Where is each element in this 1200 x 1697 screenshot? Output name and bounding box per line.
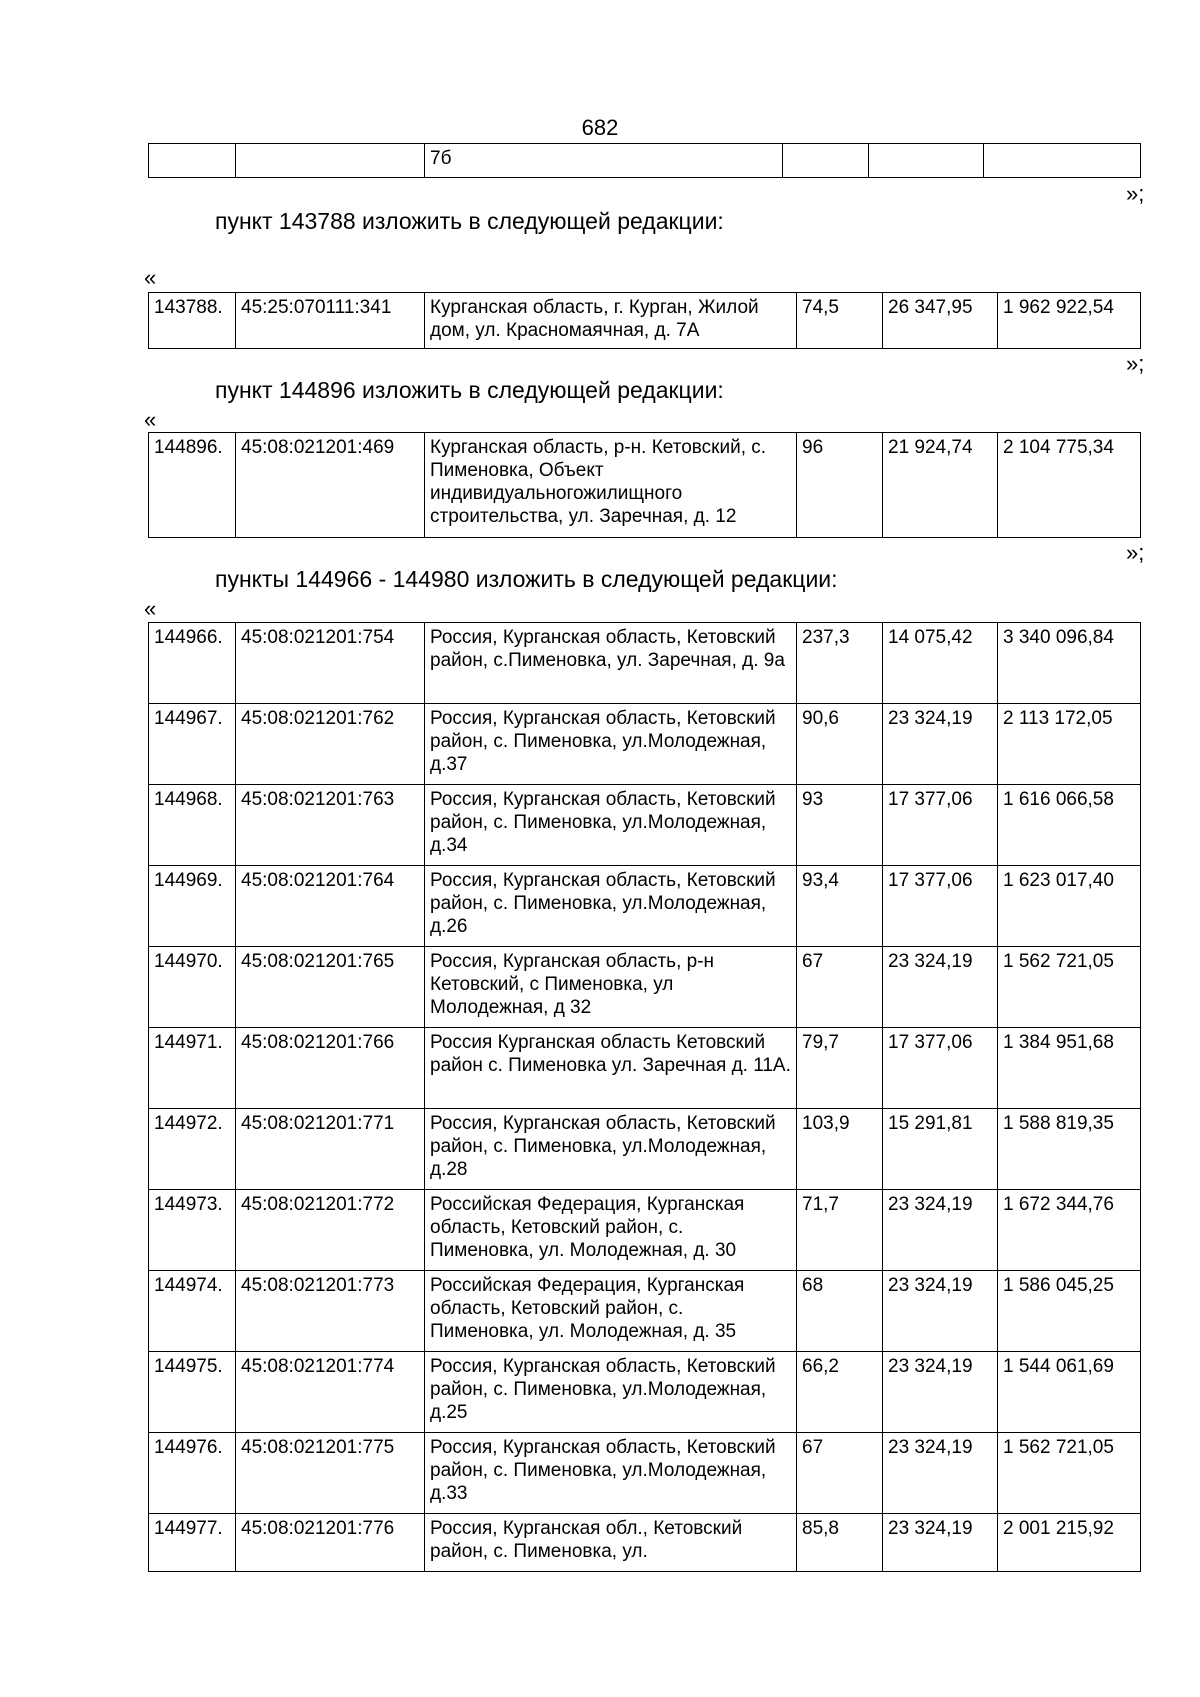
cadastral-number-cell: 45:08:021201:774 [236, 1352, 425, 1433]
table-row [149, 785, 1141, 866]
area-cell: 96 [797, 433, 883, 538]
cadastral-number-cell: 45:08:021201:764 [236, 866, 425, 947]
cadastral-value-cell: 1 544 061,69 [998, 1352, 1141, 1433]
cadastral-number-cell: 45:08:021201:772 [236, 1190, 425, 1271]
table-row [149, 1190, 1141, 1271]
table-row [149, 623, 1141, 704]
unit-value-cell: 23 324,19 [883, 1352, 998, 1433]
area-cell: 93 [797, 785, 883, 866]
cadastral-number-cell: 45:08:021201:773 [236, 1271, 425, 1352]
table-row [149, 947, 1141, 1028]
area-cell: 68 [797, 1271, 883, 1352]
unit-value-cell: 23 324,19 [883, 1271, 998, 1352]
address-cell: Российская Федерация, Курганская область, Кетовский район, с. Пименовка, ул. Молодежная, д. 30 [425, 1190, 797, 1271]
area-cell: 90,6 [797, 704, 883, 785]
address-cell: Россия, Курганская область, Кетовский район, с. Пименовка, ул.Молодежная, д.33 [425, 1433, 797, 1514]
amendment-table [148, 622, 1141, 1572]
table-row [149, 144, 1141, 178]
table-row [149, 1028, 1141, 1109]
table-row [149, 293, 1141, 349]
row-number-cell: 144975. [149, 1352, 236, 1433]
row-number-cell: 143788. [149, 293, 236, 349]
unit-value-cell: 17 377,06 [883, 1028, 998, 1109]
table-row [149, 1271, 1141, 1352]
address-cell: Россия, Курганская область, Кетовский район, с. Пименовка, ул.Молодежная, д.37 [425, 704, 797, 785]
unit-value-cell: 23 324,19 [883, 947, 998, 1028]
address-cell: Россия, Курганская область, Кетовский район, с. Пименовка, ул.Молодежная, д.28 [425, 1109, 797, 1190]
cadastral-value-cell: 3 340 096,84 [998, 623, 1141, 704]
row-number-cell: 144973. [149, 1190, 236, 1271]
closing-quote: »; [1126, 351, 1145, 376]
area-cell: 67 [797, 1433, 883, 1514]
address-cell: Российская Федерация, Курганская область, Кетовский район, с. Пименовка, ул. Молодежная, д. 35 [425, 1271, 797, 1352]
row-number-cell: 144896. [149, 433, 236, 538]
opening-quote: « [144, 265, 157, 290]
unit-value-cell: 14 075,42 [883, 623, 998, 704]
cadastral-value-cell: 2 113 172,05 [998, 704, 1141, 785]
address-cell: Россия Курганская область Кетовский район с. Пименовка ул. Заречная д. 11А. [425, 1028, 797, 1109]
address-cell: Россия, Курганская обл., Кетовский район, с. Пименовка, ул. [425, 1514, 797, 1572]
row-number-cell [149, 144, 236, 178]
table-row [149, 1514, 1141, 1572]
table-row [149, 1352, 1141, 1433]
unit-value-cell [869, 144, 984, 178]
area-cell: 74,5 [797, 293, 883, 349]
cadastral-number-cell: 45:08:021201:776 [236, 1514, 425, 1572]
cadastral-number-cell: 45:08:021201:771 [236, 1109, 425, 1190]
unit-value-cell: 23 324,19 [883, 1514, 998, 1572]
unit-value-cell: 23 324,19 [883, 1433, 998, 1514]
closing-quote: »; [1126, 540, 1145, 565]
cadastral-value-cell: 1 586 045,25 [998, 1271, 1141, 1352]
amendment-table [148, 432, 1141, 538]
row-number-cell: 144969. [149, 866, 236, 947]
area-cell [783, 144, 869, 178]
cadastral-value-cell: 1 562 721,05 [998, 947, 1141, 1028]
row-number-cell: 144974. [149, 1271, 236, 1352]
closing-quote: »; [1126, 181, 1145, 206]
area-cell: 103,9 [797, 1109, 883, 1190]
row-number-cell: 144970. [149, 947, 236, 1028]
row-number-cell: 144977. [149, 1514, 236, 1572]
opening-quote: « [144, 596, 157, 621]
cadastral-number-cell: 45:08:021201:762 [236, 704, 425, 785]
amendment-table [148, 292, 1141, 349]
cadastral-number-cell: 45:08:021201:469 [236, 433, 425, 538]
address-cell: 7б [425, 144, 783, 178]
unit-value-cell: 21 924,74 [883, 433, 998, 538]
row-number-cell: 144976. [149, 1433, 236, 1514]
address-cell: Россия, Курганская область, Кетовский район, с. Пименовка, ул.Молодежная, д.26 [425, 866, 797, 947]
table-row [149, 433, 1141, 538]
area-cell: 66,2 [797, 1352, 883, 1433]
row-number-cell: 144971. [149, 1028, 236, 1109]
area-cell: 79,7 [797, 1028, 883, 1109]
cadastral-value-cell: 1 672 344,76 [998, 1190, 1141, 1271]
unit-value-cell: 23 324,19 [883, 1190, 998, 1271]
row-number-cell: 144968. [149, 785, 236, 866]
address-cell: Россия, Курганская область, Кетовский район, с.Пименовка, ул. Заречная, д. 9а [425, 623, 797, 704]
page-number: 682 [581, 115, 619, 140]
row-number-cell: 144967. [149, 704, 236, 785]
address-cell: Россия, Курганская область, р-н Кетовский, с Пименовка, ул Молодежная, д 32 [425, 947, 797, 1028]
continued-table-fragment [148, 143, 1141, 178]
cadastral-number-cell: 45:08:021201:765 [236, 947, 425, 1028]
table-row [149, 1109, 1141, 1190]
area-cell: 93,4 [797, 866, 883, 947]
row-number-cell: 144966. [149, 623, 236, 704]
address-cell: Курганская область, р-н. Кетовский, с. Пименовка, Объект индивидуальногожилищного строительства, ул. Заречная, д. 12 [425, 433, 797, 538]
cadastral-value-cell: 1 616 066,58 [998, 785, 1141, 866]
table-row [149, 866, 1141, 947]
cadastral-value-cell [984, 144, 1141, 178]
cadastral-number-cell: 45:08:021201:763 [236, 785, 425, 866]
cadastral-value-cell: 1 623 017,40 [998, 866, 1141, 947]
address-cell: Россия, Курганская область, Кетовский район, с. Пименовка, ул.Молодежная, д.25 [425, 1352, 797, 1433]
cadastral-value-cell: 1 588 819,35 [998, 1109, 1141, 1190]
area-cell: 71,7 [797, 1190, 883, 1271]
cadastral-number-cell: 45:08:021201:766 [236, 1028, 425, 1109]
cadastral-number-cell [236, 144, 425, 178]
address-cell: Курганская область, г. Курган, Жилой дом, ул. Красномаячная, д. 7А [425, 293, 797, 349]
unit-value-cell: 23 324,19 [883, 704, 998, 785]
table-row [149, 1433, 1141, 1514]
cadastral-value-cell: 1 562 721,05 [998, 1433, 1141, 1514]
area-cell: 237,3 [797, 623, 883, 704]
table-row [149, 704, 1141, 785]
unit-value-cell: 26 347,95 [883, 293, 998, 349]
cadastral-number-cell: 45:25:070111:341 [236, 293, 425, 349]
cadastral-value-cell: 1 384 951,68 [998, 1028, 1141, 1109]
section-heading: пункты 144966 - 144980 изложить в следующей редакции: [215, 566, 838, 592]
section-heading: пункт 144896 изложить в следующей редакции: [215, 377, 724, 403]
area-cell: 85,8 [797, 1514, 883, 1572]
unit-value-cell: 15 291,81 [883, 1109, 998, 1190]
area-cell: 67 [797, 947, 883, 1028]
section-heading: пункт 143788 изложить в следующей редакции: [215, 208, 724, 234]
cadastral-value-cell: 1 962 922,54 [998, 293, 1141, 349]
opening-quote: « [144, 407, 157, 432]
unit-value-cell: 17 377,06 [883, 866, 998, 947]
cadastral-number-cell: 45:08:021201:754 [236, 623, 425, 704]
cadastral-value-cell: 2 001 215,92 [998, 1514, 1141, 1572]
unit-value-cell: 17 377,06 [883, 785, 998, 866]
row-number-cell: 144972. [149, 1109, 236, 1190]
cadastral-number-cell: 45:08:021201:775 [236, 1433, 425, 1514]
cadastral-value-cell: 2 104 775,34 [998, 433, 1141, 538]
address-cell: Россия, Курганская область, Кетовский район, с. Пименовка, ул.Молодежная, д.34 [425, 785, 797, 866]
